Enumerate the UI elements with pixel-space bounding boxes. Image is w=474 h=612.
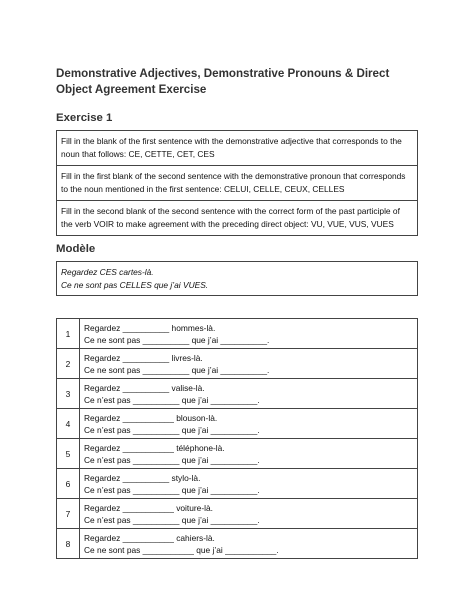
model-line-1: Regardez CES cartes-là. [61,267,154,277]
row-sentences [80,409,418,439]
model-heading: Modèle [56,243,96,255]
table-row [57,319,418,349]
row-sentences [80,529,418,559]
row-number: 4 [57,409,80,439]
row-number: 1 [57,319,80,349]
row-number: 3 [57,379,80,409]
instructions-box [56,130,418,236]
row-sentences [80,319,418,349]
row-sentences [80,499,418,529]
row-number: 8 [57,529,80,559]
table-row [57,379,418,409]
sentence-2: Ce n’est pas __________ que j’ai __________. [84,394,260,405]
model-line-2: Ce ne sont pas CELLES que j’ai VUES. [61,279,209,290]
table-row [57,469,418,499]
row-number: 2 [57,349,80,379]
sentence-2: Ce n’est pas __________ que j’ai __________. [84,454,260,465]
sentence-2: Ce n’est pas __________ que j’ai __________. [84,484,260,495]
instruction-2: Fill in the first blank of the second sentence with the demonstrative pronoun that corresponds to the noun mentioned in the first sentence: CELUI, CELLE, CEUX, CELLES [57,166,417,201]
row-sentences [80,349,418,379]
sentence-2: Ce ne sont pas __________ que j’ai __________. [84,364,270,375]
sentence-1: Regardez ___________ cahiers-là. [84,532,215,543]
table-row [57,439,418,469]
row-sentences [80,469,418,499]
sentence-1: Regardez __________ livres-là. [84,352,203,363]
exercise-heading: Exercise 1 [56,112,113,124]
sentence-2: Ce ne sont pas __________ que j’ai __________. [84,334,270,345]
exercise-table [56,318,418,559]
instruction-1: Fill in the blank of the first sentence with the demonstrative adjective that corresponds to the noun that follows: CE, CETTE, CET, CES [57,131,417,166]
table-row [57,409,418,439]
row-number: 5 [57,439,80,469]
sentence-1: Regardez __________ hommes-là. [84,322,216,333]
worksheet-page [56,66,418,559]
sentence-1: Regardez __________ stylo-là. [84,472,201,483]
row-number: 6 [57,469,80,499]
table-row [57,499,418,529]
table-row [57,529,418,559]
sentence-1: Regardez __________ valise-là. [84,382,205,393]
document-title: Demonstrative Adjectives, Demonstrative Pronouns & Direct Object Agreement Exercise [56,67,390,96]
sentence-2: Ce n’est pas __________ que j’ai __________. [84,514,260,525]
sentence-2: Ce ne sont pas ___________ que j’ai ___________. [84,544,279,555]
row-sentences [80,439,418,469]
table-row [57,349,418,379]
sentence-1: Regardez ___________ voiture-là. [84,502,213,513]
sentence-1: Regardez ___________ blouson-là. [84,412,218,423]
model-box [56,261,418,296]
row-sentences [80,379,418,409]
row-number: 7 [57,499,80,529]
instruction-3: Fill in the second blank of the second sentence with the correct form of the past participle of the verb VOIR to make agreement with the preceding direct object: VU, VUE, VUS, VUES [61,206,400,229]
sentence-2: Ce n’est pas __________ que j’ai __________. [84,424,260,435]
sentence-1: Regardez ___________ téléphone-là. [84,442,225,453]
